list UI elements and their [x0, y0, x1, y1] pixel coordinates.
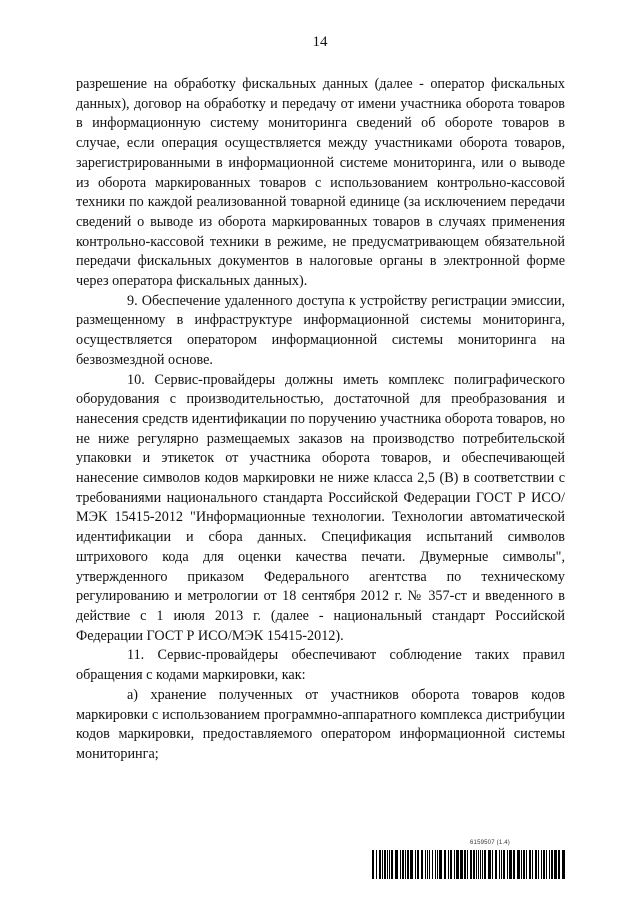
barcode-bar	[558, 850, 560, 879]
barcode-bar	[509, 850, 512, 879]
barcode-bar	[482, 850, 483, 879]
barcode-bar	[476, 850, 477, 879]
barcode-bar	[484, 850, 486, 879]
barcode-icon	[372, 850, 565, 879]
paragraph-item-11: 11. Сервис-провайдеры обеспечивают соблюдение таких правил обращения с кодами маркировки, как:	[76, 647, 565, 684]
barcode-bar	[379, 850, 381, 879]
barcode-bar	[523, 850, 525, 879]
barcode-bar	[495, 850, 497, 879]
document-code: 6159507 (1.4)	[470, 840, 510, 846]
barcode-bar	[407, 850, 409, 879]
barcode-bar	[554, 850, 557, 879]
barcode-bar	[444, 850, 446, 879]
barcode-bar	[372, 850, 374, 879]
barcode-bar	[503, 850, 505, 879]
barcode-bar	[400, 850, 401, 879]
barcode-bar	[437, 850, 438, 879]
barcode-bar	[499, 850, 500, 879]
barcode-bar	[405, 850, 406, 879]
page-number: 14	[312, 34, 328, 50]
barcode-bar	[435, 850, 436, 879]
barcode-bar	[543, 850, 545, 879]
barcode-bar	[551, 850, 553, 879]
barcode-bar	[480, 850, 481, 879]
paragraph-continuation: разрешение на обработку фискальных данных (далее - оператор фискальных данных), договор на обработку и передачу от имени участника оборота товаров в информационную систему мониторинга сведений об обороте товаров в случае, если операция осуществляется между участниками оборота товаров, зарегистрированными в информационной системе мониторинга, или о выводе из оборота маркированных товаров с использованием контрольно-кассовой техники по каждой реализованной товарной единице (за исключением передачи сведений о выводе из оборота маркированных товаров в случаях применения контрольно-кассовой техники в режиме, не предусматривающем обязательной передачи фискальных документов в налоговые органы в электронной форме через оператора фискальных данных).	[76, 76, 565, 290]
barcode-bar	[417, 850, 419, 879]
barcode-bar	[501, 850, 502, 879]
barcode-bar	[450, 850, 452, 879]
barcode-bar	[429, 850, 430, 879]
barcode-bar	[456, 850, 459, 879]
barcode-bar	[382, 850, 383, 879]
barcode-bar	[470, 850, 472, 879]
barcode-bar	[529, 850, 531, 879]
barcode-bar	[464, 850, 466, 879]
barcode-bar	[532, 850, 533, 879]
barcode-bar	[384, 850, 386, 879]
paragraph-subitem-a: а) хранение полученных от участников оборота товаров кодов маркировки с использованием программно-аппаратного комплекса дистрибуции кодов маркировки, предоставляемого оператором информационной системы мониторинга;	[76, 686, 565, 762]
barcode-bar	[521, 850, 522, 879]
barcode-bar	[448, 850, 449, 879]
barcode-bar	[425, 850, 426, 879]
barcode-bar	[513, 850, 515, 879]
paragraph-item-9: 9. Обеспечение удаленного доступа к устройству регистрации эмиссии, размещенному в инфраструктуре информационной системы мониторинга, осуществляется оператором информационной системы мониторинга на безвозмездной основе.	[76, 292, 565, 368]
barcode-bar	[467, 850, 468, 879]
barcode-bar	[395, 850, 398, 879]
barcode-bar	[549, 850, 550, 879]
barcode-bar	[546, 850, 547, 879]
barcode-bar	[389, 850, 390, 879]
paragraph-item-10: 10. Сервис-провайдеры должны иметь комплекс полиграфического оборудования с производительностью, достаточной для преобразования и нанесения средств идентификации по поручению участника оборота товаров, но не ниже регулярно размещаемых заказов на производство потребительской упаковки и этикеток от участника оборота товаров, и обеспечивающей нанесение символов кодов маркировки не ниже класса 2,5 (B) в соответствии с требованиями национального стандарта Российской Федерации ГОСТ Р ИСО/МЭК 15415-2012 "Информационные технологии. Технологии автоматической идентификации и сбора данных. Спецификация испытаний символов штрихового кода для оценки качества печати. Двумерные символы", утвержденного приказом Федерального агентства по техническому регулированию и метрологии от 18 сентября 2012 г. № 357-ст и введенного в действие с 1 июля 2013 г. (далее - национальный стандарт Российской Федерации ГОСТ Р ИСО/МЭК 15415-2012).	[76, 371, 565, 644]
barcode-bar	[488, 850, 491, 879]
barcode-bar	[507, 850, 508, 879]
barcode-bar	[387, 850, 388, 879]
barcode-bar	[535, 850, 537, 879]
barcode-bar	[562, 850, 565, 879]
barcode-bar	[402, 850, 404, 879]
barcode-bar	[460, 850, 463, 879]
barcode-bar	[427, 850, 428, 879]
barcode-bar	[421, 850, 423, 879]
barcode-bar	[410, 850, 413, 879]
document-body	[76, 75, 565, 765]
barcode-bar	[473, 850, 475, 879]
barcode-bar	[415, 850, 416, 879]
barcode-bar	[538, 850, 539, 879]
barcode-bar	[492, 850, 493, 879]
barcode-bar	[541, 850, 542, 879]
barcode-bar	[391, 850, 393, 879]
barcode-bar	[432, 850, 433, 879]
barcode-bar	[517, 850, 520, 879]
barcode-bar	[478, 850, 479, 879]
barcode-bar	[526, 850, 527, 879]
barcode-bar	[454, 850, 455, 879]
barcode-bar	[376, 850, 377, 879]
barcode-bar	[439, 850, 442, 879]
